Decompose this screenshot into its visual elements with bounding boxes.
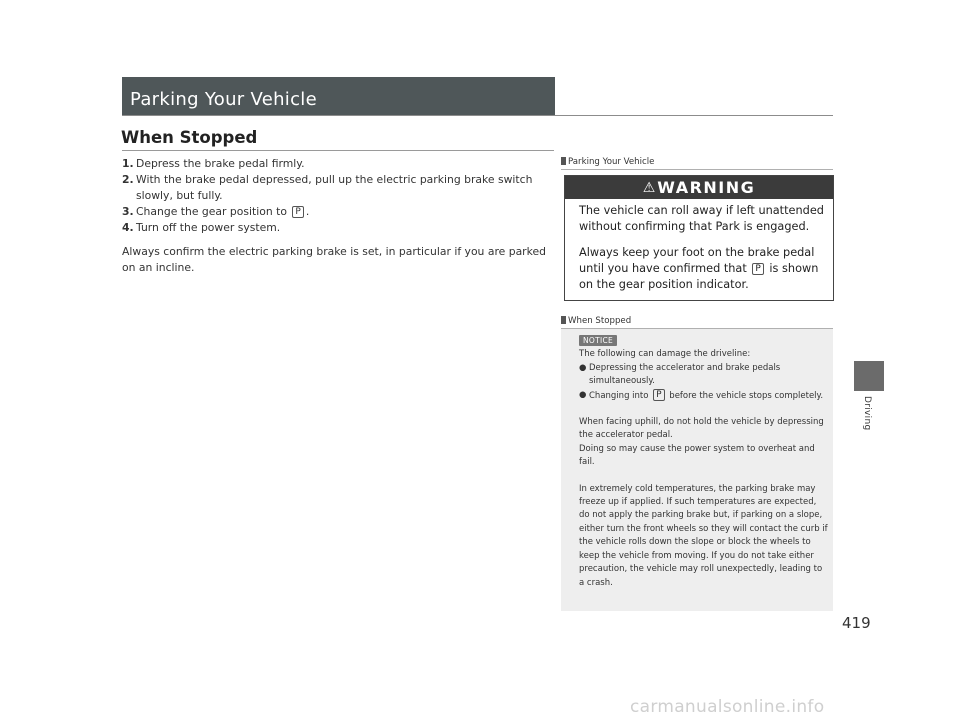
step-number: 3. — [122, 205, 134, 218]
page-heading: When Stopped — [121, 128, 258, 147]
notice-bullet — [579, 389, 829, 403]
step-text: Change the gear position to — [136, 205, 291, 218]
reference-marker-icon — [561, 316, 566, 324]
notice-content — [579, 335, 829, 590]
body-paragraph: Always confirm the electric parking brake is set, in particular if you are parked on an incline. — [122, 245, 546, 274]
warning-reference-label: Parking Your Vehicle — [568, 157, 655, 167]
warning-line-2 — [579, 245, 829, 293]
notice-bullet-text: Changing into — [589, 390, 652, 401]
step-number: 1. — [122, 157, 134, 170]
bullet-dot-icon: ● — [579, 362, 587, 373]
warning-line-2-start: Always keep your foot on the brake pedal until you have confirmed that — [579, 246, 815, 275]
step-item — [122, 204, 554, 220]
step-item — [122, 172, 554, 204]
warning-reference — [561, 157, 654, 167]
step-number: 2. — [122, 173, 134, 186]
notice-bullet-text: Depressing the accelerator and brake pedals simultaneously. — [589, 362, 781, 387]
step-item — [122, 156, 554, 172]
chapter-tab — [854, 361, 884, 391]
step-text: Depress the brake pedal firmly. — [136, 157, 305, 170]
step-number: 4. — [122, 221, 134, 234]
step-item — [122, 220, 554, 236]
bullet-dot-icon: ● — [579, 389, 587, 400]
warning-triangle-icon: ⚠ — [642, 180, 656, 196]
warning-header — [565, 176, 833, 199]
step-text-end: . — [305, 205, 310, 218]
notice-box — [561, 329, 833, 611]
reference-marker-icon — [561, 157, 566, 165]
warning-label: WARNING — [657, 178, 756, 197]
notice-badge: NOTICE — [579, 335, 617, 346]
warning-text — [579, 203, 829, 303]
notice-reference-label: When Stopped — [568, 316, 632, 326]
park-key-glyph: P — [653, 389, 664, 401]
heading-divider — [122, 150, 554, 151]
section-divider — [122, 115, 833, 116]
notice-paragraph: In extremely cold temperatures, the parking brake may freeze up if applied. If such temperatures are expected, do not apply the parking brake but, if parking on a slope, either turn the front wheels so they will contact the curb if the vehicle rolls down the slope or block the wheels to keep the vehicle from moving. If you do not take either precaution, the vehicle may roll unexpectedly, leading to a crash. — [579, 483, 828, 588]
steps-list — [122, 156, 554, 276]
page-number: 419 — [842, 614, 871, 632]
step-text: With the brake pedal depressed, pull up the electric parking brake switch slowly, but fully. — [136, 173, 533, 202]
watermark: carmanualsonline.info — [630, 697, 825, 717]
warning-box — [564, 175, 834, 301]
park-key-glyph: P — [752, 263, 763, 275]
warning-line-2-end: is shown on the gear position indicator. — [579, 262, 819, 291]
section-title: Parking Your Vehicle — [130, 89, 317, 110]
notice-reference — [561, 316, 631, 326]
step-text: Turn off the power system. — [136, 221, 281, 234]
notice-bullet — [579, 362, 829, 389]
warning-reference-rule — [561, 169, 833, 170]
notice-paragraph: When facing uphill, do not hold the vehicle by depressing the accelerator pedal. — [579, 417, 824, 441]
notice-bullet-text-end: before the vehicle stops completely. — [666, 390, 824, 401]
warning-line-1: The vehicle can roll away if left unattended without confirming that Park is engaged. — [579, 204, 824, 233]
park-key-glyph: P — [292, 206, 303, 218]
chapter-tab-label: Driving — [862, 396, 872, 431]
notice-paragraph: Doing so may cause the power system to overheat and fail. — [579, 443, 815, 468]
section-title-bar — [122, 77, 555, 115]
notice-intro: The following can damage the driveline: — [579, 349, 751, 360]
